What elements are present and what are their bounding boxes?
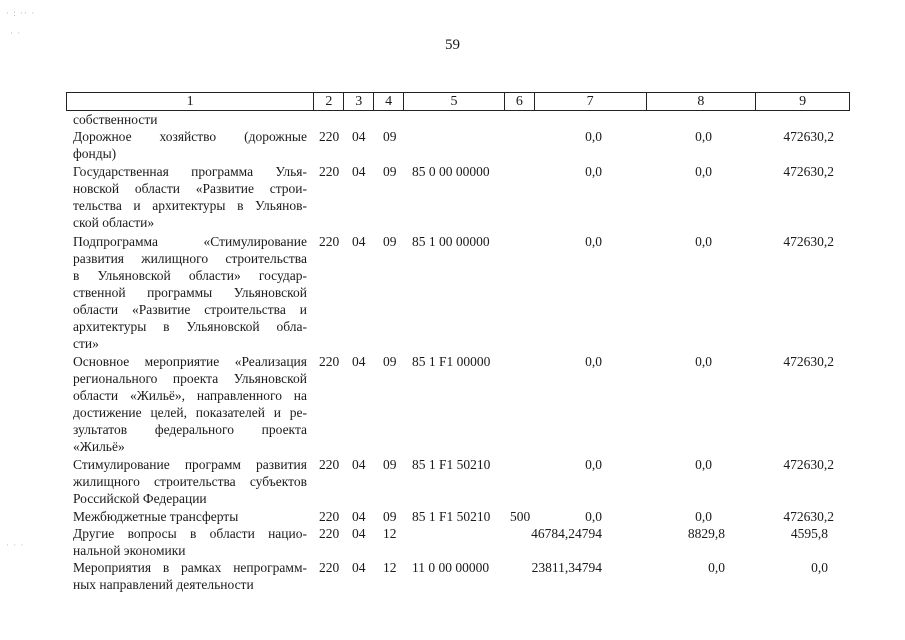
row-name-line: ской области» [73, 215, 155, 230]
scan-noise: · · [10, 28, 22, 38]
cell-3: 04 [352, 234, 366, 249]
row-name [73, 233, 307, 352]
row-name-line: ственной программы Ульяновской [73, 285, 307, 300]
cell-7: 0,0 [585, 509, 602, 524]
row-name-line: ных направлений деятельности [73, 577, 254, 592]
header-col-4: 4 [374, 93, 404, 110]
cell-2: 220 [319, 164, 340, 179]
header-col-9: 9 [799, 94, 807, 109]
row-name-line: в Ульяновской области» государ- [73, 268, 307, 283]
cell-5: 85 1 00 00000 [412, 234, 490, 249]
row-name-line: Дорожное хозяйство (дорожные [73, 129, 307, 144]
cell-8: 0,0 [695, 354, 712, 369]
cell-7: 0,0 [585, 354, 602, 369]
cell-4: 12 [383, 560, 397, 575]
cell-3: 04 [352, 509, 366, 524]
row-name-line: Стимулирование программ развития [73, 457, 307, 472]
cell-4: 12 [383, 526, 397, 541]
cell-9: 472630,2 [783, 164, 834, 179]
cell-3: 04 [352, 164, 366, 179]
row-name-line: Российской Федерации [73, 491, 207, 506]
row-name-line: достижение целей, показателей и ре- [73, 405, 307, 420]
cell-4: 09 [383, 509, 397, 524]
cell-3: 04 [352, 129, 366, 144]
header-col-7: 7 [535, 93, 647, 110]
row-name-line: Подпрограмма «Стимулирование [73, 234, 307, 249]
row-name-line: Государственная программа Улья- [73, 164, 307, 179]
header-col-8: 8 [647, 93, 757, 110]
row-name-line: регионального проекта Ульяновской [73, 371, 307, 386]
row-name [73, 508, 307, 525]
table-header [66, 92, 850, 111]
row-name-line: фонды) [73, 146, 117, 161]
cell-2: 220 [319, 354, 340, 369]
row-name-line: Мероприятия в рамках непрограмм- [73, 560, 307, 575]
cell-5: 85 1 F1 50210 [412, 457, 491, 472]
row-name [73, 128, 307, 162]
row-name-line: «Жильё» [73, 439, 125, 454]
cell-8: 0,0 [708, 560, 725, 575]
header-col-6: 6 [505, 93, 535, 110]
cell-7: 0,0 [585, 457, 602, 472]
row-name-line: жилищного строительства субъектов [73, 474, 307, 489]
cell-5: 85 1 F1 00000 [412, 354, 491, 369]
row-name-line: Основное мероприятие «Реализация [73, 354, 307, 369]
cell-8: 0,0 [695, 509, 712, 524]
cell-3: 04 [352, 457, 366, 472]
cell-5: 85 0 00 00000 [412, 164, 490, 179]
row-name [73, 111, 307, 128]
scan-noise: · : ·· · [6, 8, 36, 18]
page-number: 59 [445, 37, 460, 53]
row-name-line: нальной экономики [73, 543, 186, 558]
cell-6: 500 [510, 509, 531, 524]
header-col-1: 1 [67, 93, 314, 110]
cell-2: 220 [319, 234, 340, 249]
cell-8: 0,0 [695, 234, 712, 249]
cell-7: 23811,34794 [531, 560, 602, 575]
row-name-line: тельства и архитектуры в Ульянов- [73, 198, 307, 213]
scan-noise: · · · [6, 540, 25, 550]
cell-2: 220 [319, 526, 340, 541]
cell-4: 09 [383, 457, 397, 472]
row-name [73, 163, 307, 231]
cell-8: 0,0 [695, 164, 712, 179]
row-name-line: области «Жильё», направленного на [73, 388, 307, 403]
cell-3: 04 [352, 354, 366, 369]
header-col-3: 3 [344, 93, 374, 110]
row-name-line: Другие вопросы в области нацио- [73, 526, 307, 541]
cell-5: 11 0 00 00000 [412, 560, 490, 575]
row-name-line: новской области «Развитие строи- [73, 181, 307, 196]
cell-9: 0,0 [811, 560, 828, 575]
row-name-line: сти» [73, 336, 99, 351]
cell-5: 85 1 F1 50210 [412, 509, 491, 524]
cell-3: 04 [352, 560, 366, 575]
row-name-line: развития жилищного строительства [73, 251, 307, 266]
cell-4: 09 [383, 164, 397, 179]
cell-2: 220 [319, 129, 340, 144]
cell-8: 0,0 [695, 129, 712, 144]
cell-3: 04 [352, 526, 366, 541]
cell-9: 472630,2 [783, 457, 834, 472]
cell-4: 09 [383, 234, 397, 249]
cell-9: 4595,8 [790, 526, 828, 541]
cell-7: 0,0 [585, 234, 602, 249]
header-col-5: 5 [404, 93, 505, 110]
row-name-line: архитектуры в Ульяновской обла- [73, 319, 307, 334]
row-name [73, 525, 307, 559]
cell-7: 0,0 [585, 164, 602, 179]
cell-2: 220 [319, 457, 340, 472]
row-name-line: собственности [73, 112, 158, 127]
cell-4: 09 [383, 354, 397, 369]
header-col-2: 2 [314, 93, 344, 110]
row-name-line: зультатов федерального проекта [73, 422, 307, 437]
cell-2: 220 [319, 509, 340, 524]
cell-8: 0,0 [695, 457, 712, 472]
cell-9: 472630,2 [783, 509, 834, 524]
cell-7: 0,0 [585, 129, 602, 144]
cell-9: 472630,2 [783, 354, 834, 369]
cell-8: 8829,8 [687, 526, 725, 541]
cell-9: 472630,2 [783, 129, 834, 144]
cell-2: 220 [319, 560, 340, 575]
row-name [73, 456, 307, 507]
row-name-line: Межбюджетные трансферты [73, 509, 239, 524]
row-name [73, 353, 307, 455]
cell-7: 46784,24794 [531, 526, 602, 541]
row-name-line: области «Развитие строительства и [73, 302, 307, 317]
cell-9: 472630,2 [783, 234, 834, 249]
row-name [73, 559, 307, 593]
cell-4: 09 [383, 129, 397, 144]
